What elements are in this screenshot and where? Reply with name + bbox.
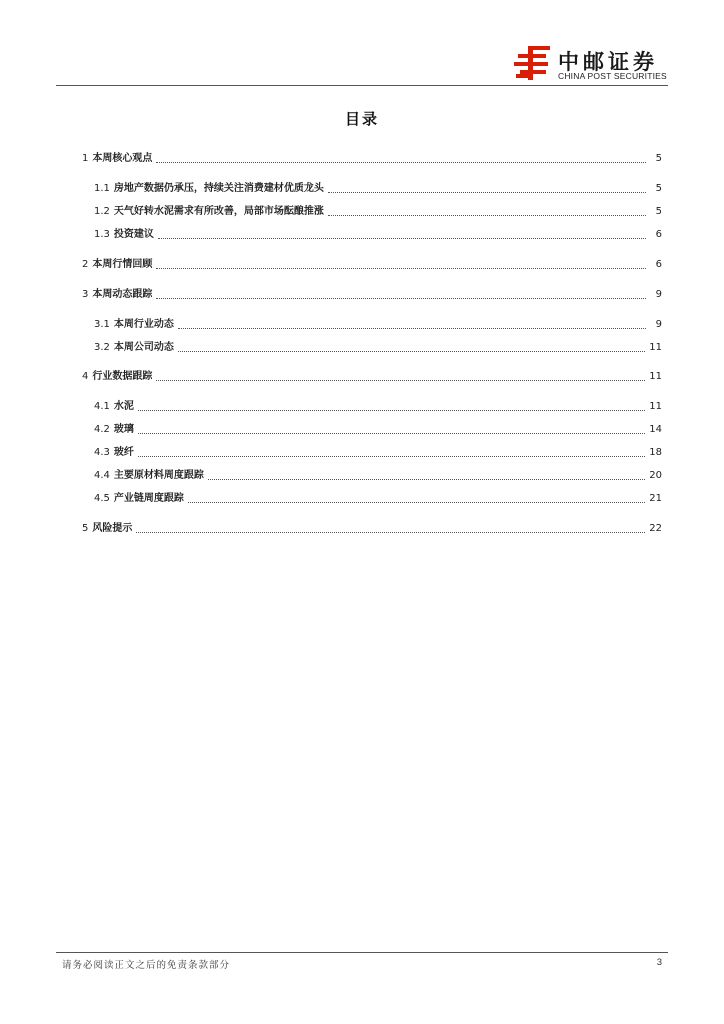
toc-leader-dots	[156, 267, 646, 269]
toc-leader-dots	[138, 409, 645, 411]
toc-entry-page: 5	[655, 153, 662, 164]
toc-entry-number: 4.4	[94, 470, 110, 481]
toc-entry[interactable]	[94, 203, 662, 219]
footer-page-number: 3	[656, 957, 662, 968]
toc-leader-dots	[158, 237, 646, 239]
toc-entry-page: 6	[655, 229, 662, 240]
toc-entry-page: 6	[655, 259, 662, 270]
toc-entry-title: 本周行业动态	[113, 319, 174, 330]
toc-entry-number: 3.1	[94, 319, 110, 330]
toc-leader-dots	[136, 531, 645, 533]
toc-entry-page: 11	[649, 371, 662, 382]
toc-entry[interactable]	[94, 398, 662, 414]
toc-entry-number: 4.1	[94, 401, 110, 412]
toc-title: 目录	[344, 110, 379, 128]
footer-disclaimer: 请务必阅读正文之后的免责条款部分	[62, 960, 231, 971]
toc-entry[interactable]	[94, 226, 662, 242]
toc-entry-number: 5	[82, 523, 89, 534]
logo-chinese-name: 中邮证券	[558, 50, 658, 74]
toc-entry-page: 5	[655, 183, 662, 194]
toc-entry-page: 11	[649, 342, 662, 353]
toc-entry-title: 本周动态跟踪	[92, 289, 153, 300]
toc-entry-number: 4.2	[94, 424, 110, 435]
toc-entry-number: 1	[82, 153, 89, 164]
toc-entry[interactable]	[94, 444, 662, 460]
toc-entry-page: 9	[655, 319, 662, 330]
toc-entry-page: 18	[649, 447, 662, 458]
company-logo	[512, 44, 672, 84]
toc-entry-page: 20	[649, 470, 662, 481]
toc-entry[interactable]	[82, 256, 662, 272]
toc-entry-title: 房地产数据仍承压，持续关注消费建材优质龙头	[113, 183, 324, 194]
toc-entry-title: 行业数据跟踪	[92, 371, 153, 382]
toc-entry[interactable]	[82, 286, 662, 302]
toc-entry-number: 4.5	[94, 493, 110, 504]
toc-entry-title: 玻纤	[113, 447, 134, 458]
toc-entry-title: 本周公司动态	[113, 342, 174, 353]
toc-entry-title: 投资建议	[113, 229, 154, 240]
toc-entry-page: 11	[649, 401, 662, 412]
toc-leader-dots	[178, 327, 646, 329]
toc-leader-dots	[328, 191, 646, 193]
toc-entry-number: 4	[82, 371, 89, 382]
toc-entry[interactable]	[94, 339, 662, 355]
header-divider	[56, 85, 668, 86]
toc-leader-dots	[156, 161, 646, 163]
footer-divider	[56, 952, 668, 953]
toc-entry-page: 14	[649, 424, 662, 435]
toc-entry[interactable]	[94, 421, 662, 437]
toc-entry[interactable]	[94, 180, 662, 196]
toc-entry-number: 1.2	[94, 206, 110, 217]
toc-leader-dots	[156, 379, 645, 381]
logo-english-name: CHINA POST SECURITIES	[558, 71, 667, 81]
toc-entry-number: 4.3	[94, 447, 110, 458]
toc-entry-page: 22	[649, 523, 662, 534]
toc-leader-dots	[138, 432, 645, 434]
toc-entry-number: 1.1	[94, 183, 110, 194]
toc-entry[interactable]	[82, 368, 662, 384]
toc-entry-page: 5	[655, 206, 662, 217]
toc-entry-number: 3.2	[94, 342, 110, 353]
toc-entry[interactable]	[82, 520, 662, 536]
toc-entry-number: 2	[82, 259, 89, 270]
toc-leader-dots	[178, 350, 645, 352]
toc-leader-dots	[208, 478, 645, 480]
toc-entry-title: 天气好转水泥需求有所改善，局部市场酝酿推涨	[113, 206, 324, 217]
toc-entry-title: 本周核心观点	[92, 153, 153, 164]
toc-entry-page: 9	[655, 289, 662, 300]
toc-entry[interactable]	[94, 316, 662, 332]
toc-entry[interactable]	[94, 490, 662, 506]
toc-entry-title: 玻璃	[113, 424, 134, 435]
toc-leader-dots	[156, 297, 646, 299]
toc-entry-title: 本周行情回顾	[92, 259, 153, 270]
toc-entry-number: 3	[82, 289, 89, 300]
china-post-logo-icon	[512, 44, 552, 82]
toc-entry-page: 21	[649, 493, 662, 504]
toc-leader-dots	[328, 214, 646, 216]
toc-entry-title: 风险提示	[92, 523, 133, 534]
toc-entry-title: 产业链周度跟踪	[113, 493, 184, 504]
toc-entry-number: 1.3	[94, 229, 110, 240]
toc-entry-title: 主要原材料周度跟踪	[113, 470, 204, 481]
toc-leader-dots	[138, 455, 645, 457]
toc-entry[interactable]	[82, 150, 662, 166]
toc-leader-dots	[188, 501, 645, 503]
toc-entry[interactable]	[94, 467, 662, 483]
toc-entry-title: 水泥	[113, 401, 134, 412]
